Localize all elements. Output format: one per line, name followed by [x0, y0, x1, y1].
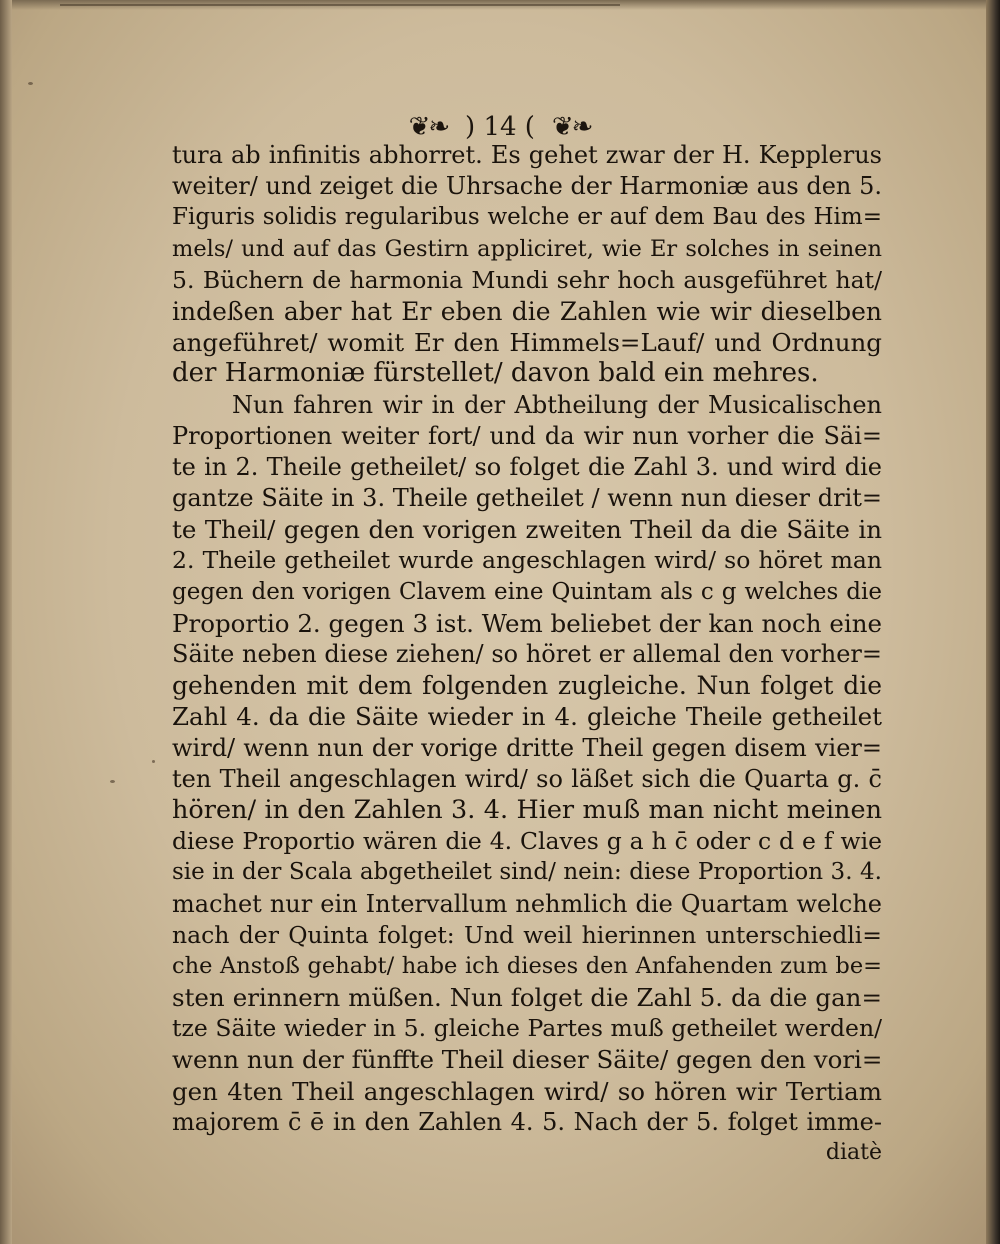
text-line: che Anstoß gehabt/ habe ich dieses den Anfahenden zum be= [172, 952, 882, 979]
text-line: angeführet/ womit Er den Himmels=Lauf/ und Ordnung [172, 328, 882, 358]
text-line: Figuris solidis regularibus welche er auf dem Bau des Him= [172, 204, 882, 231]
text-line: sie in der Scala abgetheilet sind/ nein: diese Proportion 3. 4. [172, 859, 882, 886]
text-line: Säite neben diese ziehen/ so höret er allemal den vorher= [172, 640, 882, 668]
text-line: Nun fahren wir in der Abtheilung der Musicalischen [232, 390, 882, 419]
page-left-edge [0, 0, 12, 1244]
paper-speck [110, 780, 115, 783]
text-line: 2. Theile getheilet wurde angeschlagen wird/ so höret man [172, 546, 882, 575]
text-line: tura ab infinitis abhorret. Es gehet zwar der H. Kepplerus [172, 141, 882, 169]
text-line: tze Säite wieder in 5. gleiche Partes muß getheilet werden/ [172, 1014, 882, 1043]
header-ornament-left: ❦❧ [408, 112, 449, 142]
top-rule [60, 4, 620, 6]
text-line: der Harmoniæ fürstellet/ davon bald ein mehres. [172, 358, 819, 389]
text-line: sten erinnern müßen. Nun folget die Zahl 5. da die gan= [172, 983, 882, 1013]
text-line: nach der Quinta folget: Und weil hierinnen unterschiedli= [172, 920, 882, 949]
text-line: Proportio 2. gegen 3 ist. Wem beliebet der kan noch eine [172, 608, 882, 638]
page-right-edge [986, 0, 1000, 1244]
text-line: gegen den vorigen Clavem eine Quintam als c g welches die [172, 578, 882, 605]
text-line: ten Theil angeschlagen wird/ so läßet sich die Quarta g. c̄ [172, 764, 882, 793]
catchword: diatè [825, 1140, 882, 1165]
paper-speck [28, 82, 33, 85]
text-line: gen 4ten Theil angeschlagen wird/ so hören wir Tertiam [172, 1076, 882, 1106]
text-line: wird/ wenn nun der vorige dritte Theil gegen disem vier= [172, 733, 882, 762]
text-line: Zahl 4. da die Säite wieder in 4. gleiche Theile getheilet [172, 702, 882, 732]
text-line: te Theil/ gegen den vorigen zweiten Theil da die Säite in [172, 515, 882, 545]
paper-speck [152, 760, 155, 763]
text-line: indeßen aber hat Er eben die Zahlen wie wir dieselben [172, 296, 882, 326]
header-ornament-right: ❦❧ [551, 112, 592, 142]
text-line: 5. Büchern de harmonia Mundi sehr hoch ausgeführet hat/ [172, 265, 882, 294]
text-line: mels/ und auf das Gestirn appliciret, wie Er solches in seinen [172, 235, 882, 262]
page-number: ) 14 ( [465, 112, 535, 142]
text-line: hören/ in den Zahlen 3. 4. Hier muß man nicht meinen [172, 794, 882, 825]
text-line: gantze Säite in 3. Theile getheilet / wenn nun dieser drit= [172, 484, 882, 513]
text-line: diese Proportio wären die 4. Claves g a h c̄ oder c d e f wie [172, 827, 882, 856]
text-line: machet nur ein Intervallum nehmlich die Quartam welche [172, 889, 882, 918]
text-line: Proportionen weiter fort/ und da wir nun vorher die Säi= [172, 421, 882, 450]
body-text [172, 140, 882, 1138]
text-line: majorem c̄ ē in den Zahlen 4. 5. Nach der 5. folget imme- [172, 1107, 882, 1136]
text-line: weiter/ und zeiget die Uhrsache der Harmoniæ aus den 5. [172, 172, 882, 201]
text-line: te in 2. Theile getheilet/ so folget die Zahl 3. und wird die [172, 452, 882, 481]
text-line: wenn nun der fünffte Theil dieser Säite/ gegen den vori= [172, 1045, 883, 1075]
text-line: gehenden mit dem folgenden zugleiche. Nun folget die [172, 671, 882, 701]
